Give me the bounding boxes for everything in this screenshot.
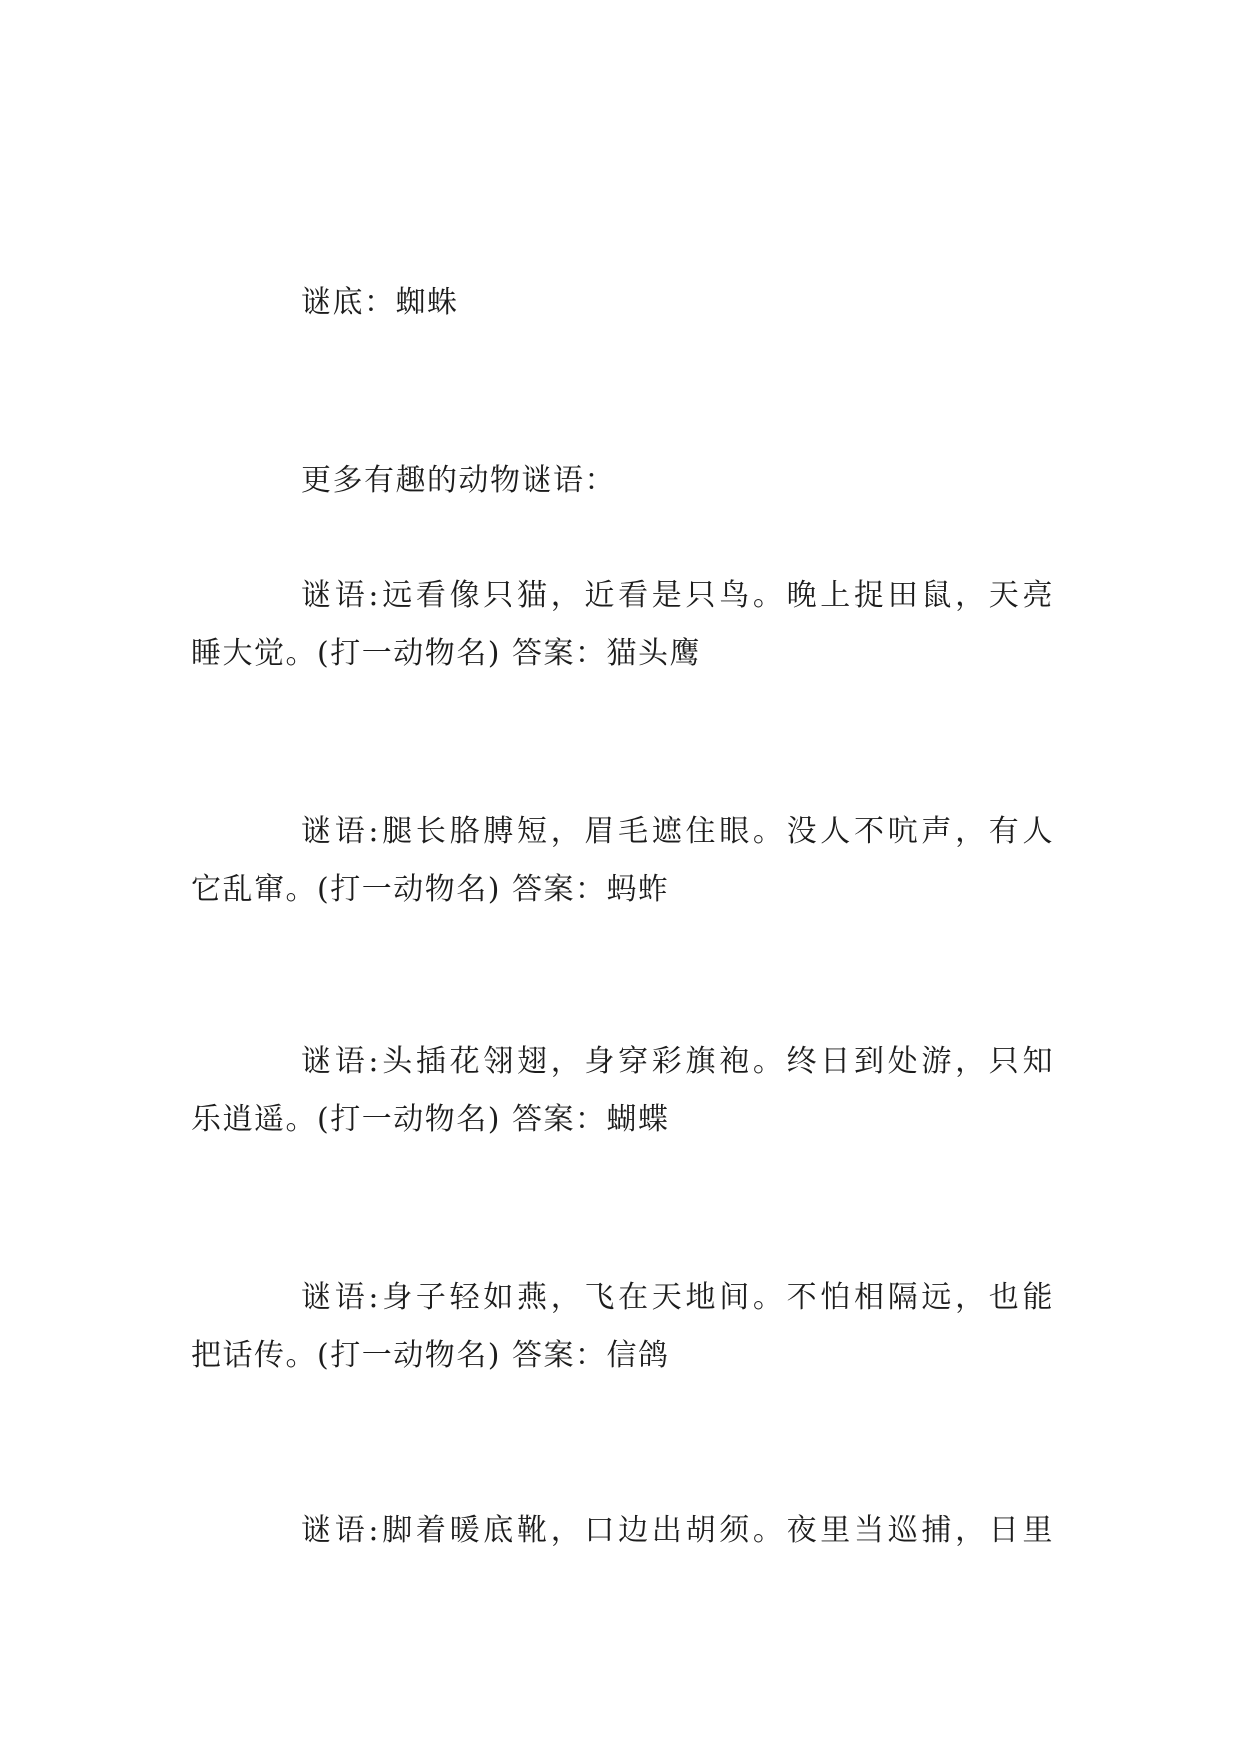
riddle-answer <box>191 274 1054 332</box>
riddle-line: 谜语:身子轻如燕，飞在天地间。不怕相隔远，也能 <box>301 1280 1054 1315</box>
riddle-item <box>191 803 1054 919</box>
riddle-line: 谜语:腿长胳膊短，眉毛遮住眼。没人不吭声，有人 <box>301 814 1054 849</box>
riddle-line: 谜语:头插花翎翅，身穿彩旗袍。终日到处游，只知 <box>301 1044 1054 1079</box>
section-heading-text: 更多有趣的动物谜语： <box>301 463 616 498</box>
riddle-item <box>191 567 1054 683</box>
riddle-line: 把话传。(打一动物名) 答案：信鸽 <box>191 1338 670 1373</box>
riddle-line: 乐逍遥。(打一动物名) 答案：蝴蝶 <box>191 1102 670 1137</box>
riddle-line: 谜语:脚着暖底靴，口边出胡须。夜里当巡捕，日里 <box>301 1513 1054 1548</box>
riddle-answer-text: 谜底：蜘蛛 <box>301 285 459 320</box>
riddle-item <box>191 1033 1054 1149</box>
riddle-line: 它乱窜。(打一动物名) 答案：蚂蚱 <box>191 872 670 907</box>
riddle-item <box>191 1502 1054 1560</box>
riddle-line: 谜语:远看像只猫，近看是只鸟。晚上捉田鼠，天亮 <box>301 578 1054 613</box>
section-heading <box>191 452 1054 510</box>
riddle-line: 睡大觉。(打一动物名) 答案：猫头鹰 <box>191 636 701 671</box>
riddle-item <box>191 1269 1054 1385</box>
